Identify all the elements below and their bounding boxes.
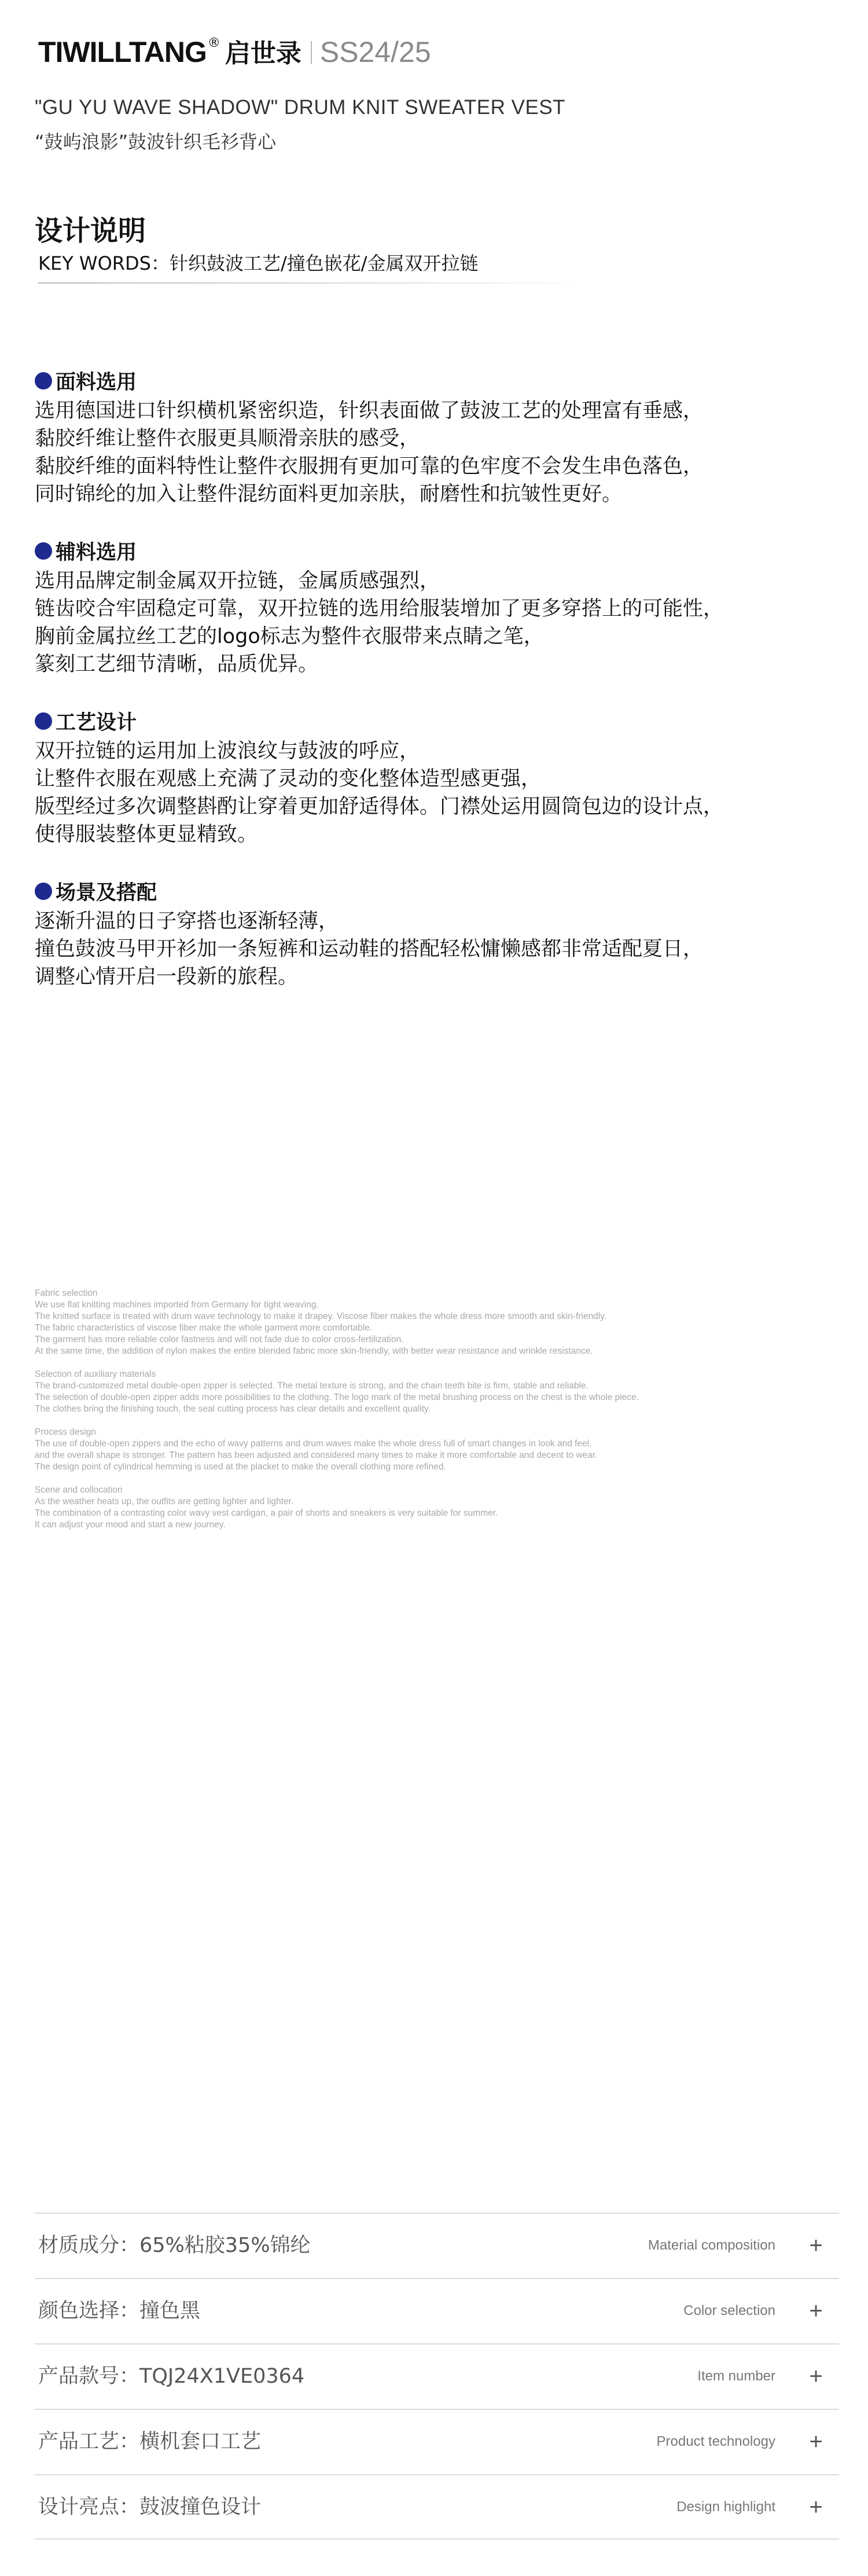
section-text-line: 让整件衣服在观感上充满了灵动的变化整体造型感更强， <box>35 767 542 791</box>
section-heading <box>35 708 833 734</box>
english-line: We use flat knitting machines imported from Germany for tight weaving. <box>35 1300 319 1310</box>
section-heading <box>35 368 833 394</box>
english-line: The fabric characteristics of viscose fiber make the whole garment more comfortable. <box>35 1323 373 1333</box>
english-line: Scene and collocation <box>35 1485 123 1495</box>
english-line: The garment has more reliable color fastness and will not fade due to color cross-fertilization. <box>35 1335 404 1344</box>
plus-icon[interactable]: + <box>809 2494 823 2520</box>
plus-icon[interactable]: + <box>809 2429 823 2454</box>
bullet-dot-icon <box>35 883 52 900</box>
info-label: 颜色选择：撞色黑 <box>38 2299 201 2323</box>
info-row-item-number[interactable] <box>35 2343 839 2409</box>
brand-divider <box>311 41 312 64</box>
english-line: At the same time, the addition of nylon makes the entire blended fabric more skin-friendly, with better wear resistance and wrinkle resistance. <box>35 1346 593 1356</box>
section-text-line: 选用品牌定制金属双开拉链，金属质感强烈， <box>35 569 440 593</box>
english-description <box>35 1288 845 1542</box>
section-scene <box>35 879 833 991</box>
info-label: 产品款号：TQJ24X1VE0364 <box>38 2365 305 2388</box>
plus-icon[interactable]: + <box>809 2364 823 2389</box>
keywords-line: KEY WORDS：针织鼓波工艺/撞色嵌花/金属双开拉链 <box>38 249 594 285</box>
english-line: The selection of double-open zipper adds more possibilities to the clothing. The logo mark of the metal brushing process on the chest is the whole piece. <box>35 1392 639 1402</box>
bullet-dot-icon <box>35 712 52 730</box>
section-text-line: 胸前金属拉丝工艺的logo标志为整件衣服带来点睛之笔， <box>35 625 544 648</box>
section-text-line: 链齿咬合牢固稳定可靠，双开拉链的选用给服装增加了更多穿搭上的可能性， <box>35 597 724 620</box>
english-line: Process design <box>35 1427 96 1437</box>
english-line: The brand-customized metal double-open zipper is selected. The metal texture is strong, and the chain teeth bite is firm, stable and reliable. <box>35 1381 589 1391</box>
section-heading-text: 辅料选用 <box>56 541 137 564</box>
english-line: The combination of a contrasting color wavy vest cardigan, a pair of shorts and sneakers is very suitable for summer. <box>35 1508 498 1518</box>
section-text-line: 篆刻工艺细节清晰，品质优异。 <box>35 653 319 676</box>
section-text-line: 逐渐升温的日子穿搭也逐渐轻薄， <box>35 910 339 933</box>
section-process <box>35 708 833 848</box>
product-title-cn: “鼓屿浪影”鼓波针织毛衫背心 <box>35 131 277 153</box>
info-row-design-highlight[interactable] <box>35 2474 839 2540</box>
english-line: As the weather heats up, the outfits are getting lighter and lighter. <box>35 1497 294 1506</box>
english-line: The knitted surface is treated with drum wave technology to make it drapey. Viscose fiber makes the whole dress more smooth and skin-friendly. <box>35 1311 607 1321</box>
info-row-material[interactable] <box>35 2213 839 2278</box>
section-text-line: 黏胶纤维让整件衣服更具顺滑亲肤的感受， <box>35 427 420 450</box>
bullet-dot-icon <box>35 542 52 560</box>
section-heading-text: 面料选用 <box>56 371 137 394</box>
season-label: SS24/25 <box>319 36 431 68</box>
info-row-technology[interactable] <box>35 2409 839 2474</box>
bullet-dot-icon <box>35 372 52 389</box>
plus-icon[interactable]: + <box>809 2298 823 2324</box>
english-line: The clothes bring the finishing touch, the seal cutting process has clear details and excellent quality. <box>35 1404 431 1414</box>
plus-icon[interactable]: + <box>809 2233 823 2258</box>
section-text-line: 调整心情开启一段新的旅程。 <box>35 965 299 988</box>
info-row-color[interactable] <box>35 2278 839 2343</box>
english-line: It can adjust your mood and start a new journey. <box>35 1520 226 1530</box>
english-group-process <box>35 1427 845 1473</box>
section-heading <box>35 879 833 904</box>
brand-logo: TIWILLTANG <box>38 36 207 68</box>
info-label: 材质成分：65%粘胶35%锦纶 <box>38 2234 311 2257</box>
info-label-en: Design highlight <box>676 2499 775 2515</box>
english-line: The design point of cylindrical hemming is used at the placket to make the overall clothing more refined. <box>35 1462 446 1472</box>
brand-header <box>38 32 431 69</box>
product-info-list <box>35 2213 839 2540</box>
section-heading <box>35 538 833 564</box>
design-description-title: 设计说明 <box>35 215 146 247</box>
info-label: 产品工艺：横机套口工艺 <box>38 2430 262 2453</box>
info-label-en: Item number <box>697 2368 775 2384</box>
section-text-line: 双开拉链的运用加上波浪纹与鼓波的呼应， <box>35 740 420 763</box>
info-label-en: Material composition <box>648 2237 775 2253</box>
section-text-line: 黏胶纤维的面料特性让整件衣服拥有更加可靠的色牢度不会发生串色落色， <box>35 455 704 478</box>
section-text-line: 版型经过多次调整斟酌让穿着更加舒适得体。门襟处运用圆筒包边的设计点， <box>35 795 724 818</box>
english-group-auxiliary <box>35 1369 845 1415</box>
english-line: Selection of auxiliary materials <box>35 1369 156 1379</box>
section-fabric <box>35 368 833 508</box>
english-line: The use of double-open zippers and the echo of wavy patterns and drum waves make the whole dress full of smart changes in look and feel, <box>35 1439 592 1449</box>
info-label: 设计亮点：鼓波撞色设计 <box>38 2496 262 2519</box>
registered-mark: ® <box>207 36 220 50</box>
section-text-line: 同时锦纶的加入让整件混纺面料更加亲肤，耐磨性和抗皱性更好。 <box>35 483 623 506</box>
section-heading-text: 场景及搭配 <box>56 881 157 905</box>
section-text-line: 使得服装整体更显精致。 <box>35 823 258 846</box>
english-line: and the overall shape is stronger. The pattern has been adjusted and considered many times to make it more comfortable and decent to wear. <box>35 1450 598 1460</box>
section-auxiliary <box>35 538 833 678</box>
info-label-en: Color selection <box>683 2303 775 2318</box>
brand-chinese-name: 启世录 <box>225 39 301 68</box>
section-text-line: 撞色鼓波马甲开衫加一条短裤和运动鞋的搭配轻松慵懒感都非常适配夏日， <box>35 938 704 961</box>
section-text-line: 选用德国进口针织横机紧密织造，针织表面做了鼓波工艺的处理富有垂感， <box>35 399 704 422</box>
english-group-fabric <box>35 1288 845 1357</box>
english-line: Fabric selection <box>35 1288 98 1298</box>
info-label-en: Product technology <box>656 2434 775 2449</box>
english-group-scene <box>35 1484 845 1531</box>
section-heading-text: 工艺设计 <box>56 711 137 734</box>
product-title-en: "GU YU WAVE SHADOW" DRUM KNIT SWEATER VEST <box>35 96 566 119</box>
